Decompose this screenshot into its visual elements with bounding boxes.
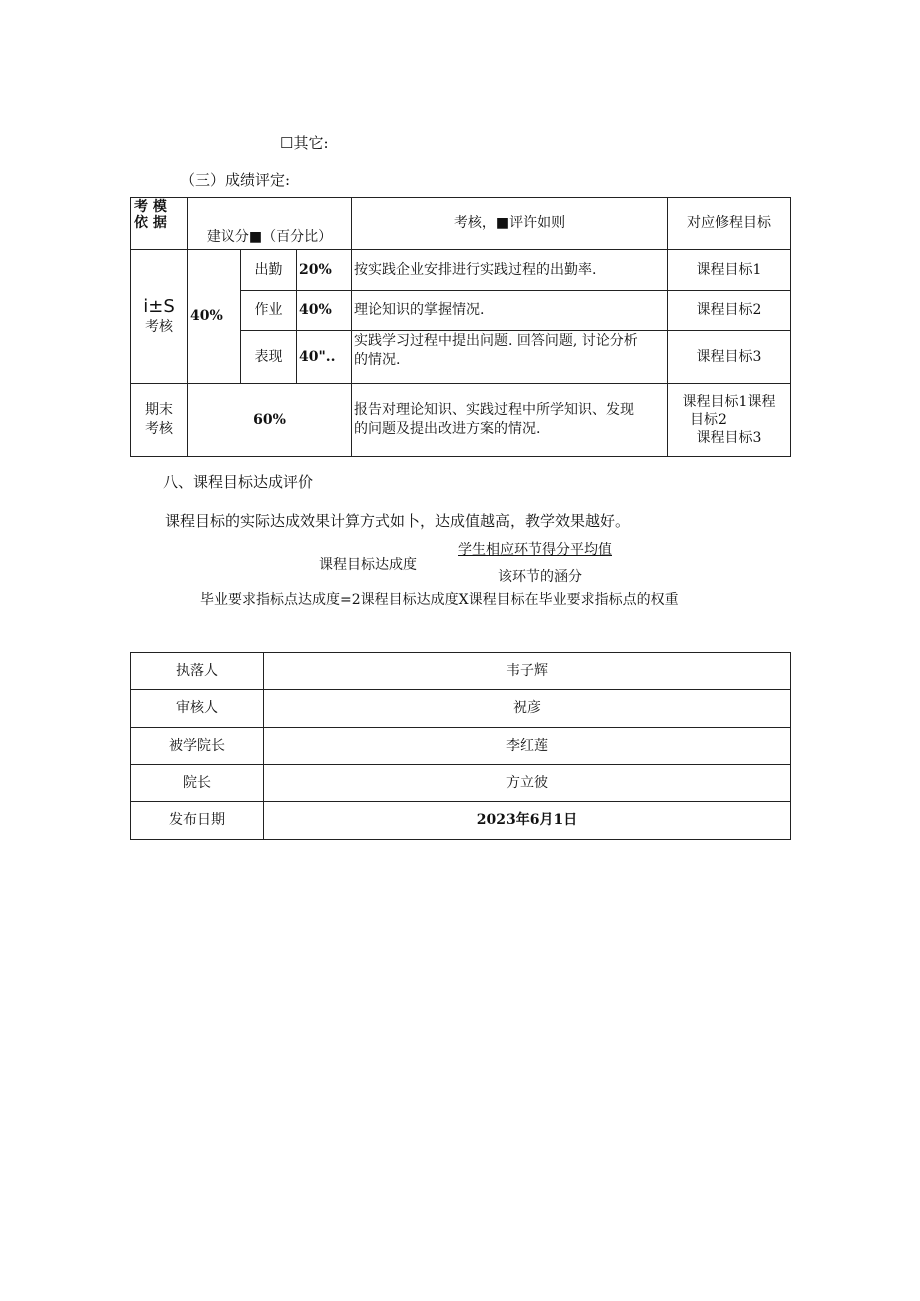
sign-value: 方立彼 xyxy=(264,765,791,802)
item-name-performance: 表现 xyxy=(241,331,297,384)
section8-title: 八、课程目标达成评价 xyxy=(163,473,314,491)
regular-assessment-weight: 40% xyxy=(188,250,241,384)
item-goal-performance: 课程目标3 xyxy=(668,331,791,384)
sign-value-date: 2023年6月1日 xyxy=(264,802,791,840)
sign-value: 李红莲 xyxy=(264,728,791,765)
item-rule-homework: 理论知识的掌握情况. xyxy=(352,291,668,331)
item-goal-attendance: 课程目标1 xyxy=(668,250,791,291)
item-rule-performance: 实践学习过程中提出问题. 回答问题, 讨论分析 的情况. xyxy=(352,331,668,384)
item-name-attendance: 出勤 xyxy=(241,250,297,291)
sign-row xyxy=(131,728,791,765)
item-pct-homework: 40% xyxy=(297,291,352,331)
header-goal: 对应修程目标 xyxy=(668,198,791,250)
regular-assessment-name: i±S 考核 xyxy=(131,250,188,384)
header-basis: 考 模 依 据 xyxy=(131,198,188,250)
sign-row xyxy=(131,765,791,802)
regular-row-attendance xyxy=(131,250,791,291)
sign-label: 执落人 xyxy=(131,653,264,690)
formula-label: 课程目标达成度 xyxy=(319,557,417,573)
grade-table-header-row xyxy=(131,198,791,250)
sign-label: 被学院长 xyxy=(131,728,264,765)
item-name-homework: 作业 xyxy=(241,291,297,331)
sign-row xyxy=(131,802,791,840)
sign-label: 审核人 xyxy=(131,690,264,728)
other-option-line: ☐其它: xyxy=(280,134,329,152)
header-rules: 考核，■评许如则 xyxy=(352,198,668,250)
final-assessment-rule: 报告对理论知识、实践过程中所学知识、发现 的问题及提出改进方案的情况. xyxy=(352,384,668,457)
final-row xyxy=(131,384,791,457)
formula-denominator: 该环节的涵分 xyxy=(498,569,582,585)
section-score-title: （三）成绩评定: xyxy=(180,171,291,189)
final-assessment-goal: 课程目标1课程 目标2 课程目标3 xyxy=(668,384,791,457)
formula-line2: 毕业要求指标点达成度=2课程目标达成度X课程目标在毕业要求指标点的权重 xyxy=(200,592,679,608)
final-assessment-name: 期末 考核 xyxy=(131,384,188,457)
item-pct-performance: 40".. xyxy=(297,331,352,384)
header-weight: 建议分■（百分比） xyxy=(188,198,352,250)
formula-numerator: 学生相应环节得分平均值 xyxy=(458,542,612,558)
item-rule-attendance: 按实践企业安排进行实践过程的出勤率. xyxy=(352,250,668,291)
final-assessment-weight: 60% xyxy=(188,384,352,457)
sign-value: 祝彦 xyxy=(264,690,791,728)
grade-table xyxy=(130,197,791,457)
sign-label: 院长 xyxy=(131,765,264,802)
item-pct-attendance: 20% xyxy=(297,250,352,291)
sign-table xyxy=(130,652,791,840)
sign-row xyxy=(131,653,791,690)
sign-value: 韦子辉 xyxy=(264,653,791,690)
section8-text: 课程目标的实际达成效果计算方式如卜，达成值越高，教学效果越好。 xyxy=(165,512,631,530)
sign-row xyxy=(131,690,791,728)
item-goal-homework: 课程目标2 xyxy=(668,291,791,331)
sign-label: 发布日期 xyxy=(131,802,264,840)
